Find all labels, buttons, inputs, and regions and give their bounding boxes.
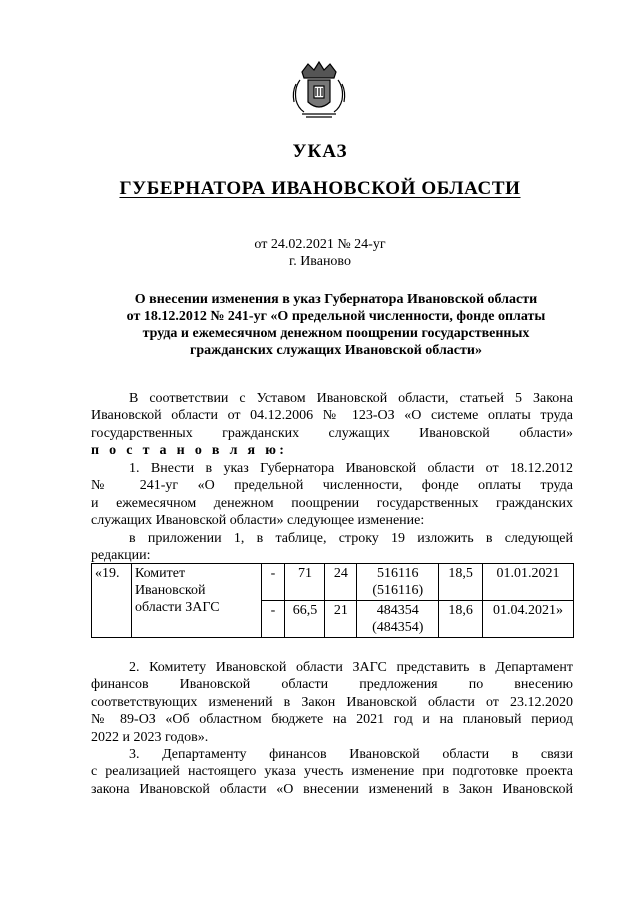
item-1-line: 1. Внести в указ Губернатора Ивановской области от 18.12.2012 [129, 461, 573, 476]
item-2-line: № 89-ОЗ «Об областном бюджете на 2021 год и на плановый период [91, 712, 573, 728]
subject-line: О внесении изменения в указ Губернатора Ивановской области [134, 292, 538, 307]
issuer-title: ГУБЕРНАТОРА ИВАНОВСКОЙ ОБЛАСТИ [119, 178, 521, 199]
subject-line: от 18.12.2012 № 241-уг «О предельной численности, фонде оплаты [126, 309, 546, 324]
item-2-line: 2022 и 2023 годов». [91, 729, 209, 745]
table-cell: 18,5 [439, 564, 483, 601]
preamble [91, 390, 573, 460]
table-cell: 01.01.2021 [483, 564, 574, 601]
item-2-line: 2. Комитету Ивановской области ЗАГС представить в Департамент [129, 660, 573, 675]
subject-line: гражданских служащих Ивановской области» [190, 343, 482, 358]
amendment-table [91, 563, 574, 638]
table-cell [357, 601, 439, 638]
table-cell: 01.04.2021» [483, 601, 574, 638]
table-cell: - [261, 564, 285, 601]
table-cell: 71 [285, 564, 325, 601]
item-3-line: с реализацией настоящего указа учесть изменение при подготовке проекта [91, 764, 573, 780]
amount-prev-value: (516116) [372, 583, 424, 598]
item-1-line: в приложении 1, в таблице, строку 19 изложить в следующей [129, 530, 573, 546]
table-cell: 21 [325, 601, 357, 638]
amount-prev-value: (484354) [372, 620, 424, 635]
item-1-line: № 241-уг «О предельной численности, фонде оплаты труда [91, 478, 573, 494]
item-3-line: 3. Департаменту финансов Ивановской области в связи [129, 747, 573, 762]
table-row [92, 564, 574, 601]
item-2-line: финансов Ивановской области предложения по внесению [91, 677, 573, 693]
item-1 [91, 460, 573, 564]
table-cell: - [261, 601, 285, 638]
organization-cell [131, 564, 261, 638]
organization-line: Ивановской [134, 583, 206, 598]
table-cell: 18,6 [439, 601, 483, 638]
preamble-line: Ивановской области от 04.12.2006 № 123-ОЗ «О системе оплаты труда [91, 408, 573, 424]
item-3 [91, 746, 573, 798]
amount-value: 484354 [376, 603, 419, 618]
city: г. Иваново [289, 254, 351, 269]
item-1-line: редакции: [91, 547, 151, 563]
organization-line: Комитет [134, 566, 186, 581]
item-2 [91, 659, 573, 746]
row-number-cell: «19. [92, 564, 132, 638]
date-number: от 24.02.2021 № 24-уг [254, 237, 386, 252]
table-cell: 66,5 [285, 601, 325, 638]
table-cell: 24 [325, 564, 357, 601]
item-1-line: и ежемесячном денежном поощрении государственных гражданских [91, 495, 573, 511]
coat-of-arms-icon [290, 58, 348, 120]
item-3-line: закона Ивановской области «О внесении изменений в Закон Ивановской [91, 781, 573, 797]
item-2-line: соответствующих изменений в Закон Ивановской области от 23.12.2020 [91, 694, 573, 710]
amount-value: 516116 [377, 566, 419, 581]
subject-heading [96, 291, 576, 359]
preamble-line: В соответствии с Уставом Ивановской области, статьей 5 Закона [129, 391, 573, 406]
decree-word: п о с т а н о в л я ю: [91, 443, 288, 459]
organization-line: области ЗАГС [134, 600, 220, 615]
subject-line: труда и ежемесячном денежном поощрении государственных [142, 326, 530, 341]
item-1-line: служащих Ивановской области» следующее изменение: [91, 513, 425, 529]
preamble-line: государственных гражданских служащих Ивановской области» [91, 425, 573, 441]
document-type-title: УКАЗ [292, 141, 348, 162]
table-cell [357, 564, 439, 601]
